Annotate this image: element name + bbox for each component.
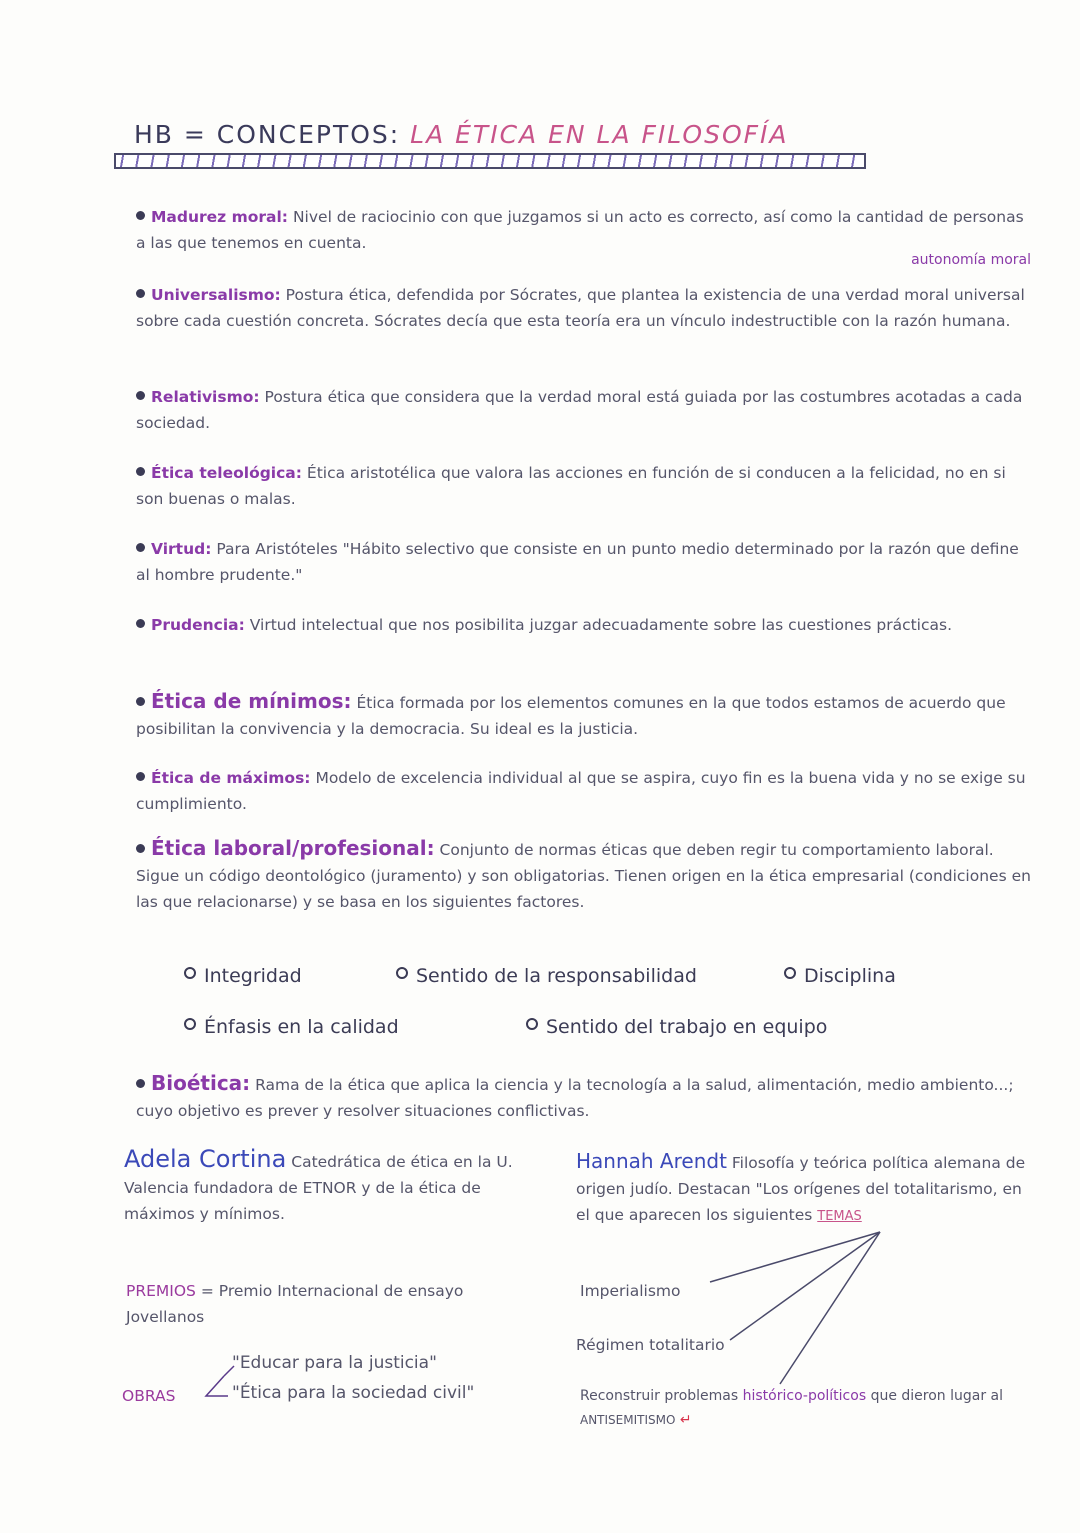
arrow-left-icon: ↵ <box>679 1412 692 1428</box>
entry-relativismo <box>136 384 1031 436</box>
circle-bullet-icon <box>784 967 796 979</box>
entry-definition: Rama de la ética que aplica la ciencia y la tecnología a la salud, alimentación, medio ambiento...; cuyo objetivo es prever y resolver situaciones conflictivas. <box>136 1076 1014 1120</box>
topic-item <box>576 1332 725 1358</box>
factor-item <box>184 1016 399 1038</box>
topic-item <box>580 1278 681 1304</box>
connector-line <box>710 1232 880 1282</box>
premios-text: = Premio Internacional de ensayo Jovellanos <box>126 1282 464 1326</box>
circle-bullet-icon <box>526 1018 538 1030</box>
circle-bullet-icon <box>184 967 196 979</box>
topic-label: Imperialismo <box>580 1282 681 1300</box>
topic-text: que dieron lugar al <box>870 1388 1004 1404</box>
entry-virtud <box>136 536 1031 588</box>
topic-text: Reconstruir problemas <box>580 1388 739 1404</box>
entry-note: autonomía moral <box>911 252 1031 268</box>
entry-etica-minimos <box>136 688 1031 742</box>
bullet-icon <box>136 467 145 476</box>
person-description: Catedrática de ética en la U. Valencia fundadora de ETNOR y de la ética de máximos y mínimos. <box>124 1153 513 1223</box>
arendt-last-topic <box>580 1384 1040 1432</box>
cortina-block <box>124 1146 554 1227</box>
entry-term: Ética teleológica: <box>151 464 302 482</box>
entry-term: Prudencia: <box>151 616 245 634</box>
entry-term: Madurez moral: <box>151 208 289 226</box>
entry-definition: Postura ética que considera que la verdad moral está guiada por las costumbres acotadas a cada sociedad. <box>136 388 1023 432</box>
bullet-icon <box>136 543 145 552</box>
bullet-icon <box>136 1079 145 1088</box>
bullet-icon <box>136 391 145 400</box>
circle-bullet-icon <box>184 1018 196 1030</box>
bullet-icon <box>136 619 145 628</box>
entry-prudencia <box>136 612 1031 638</box>
premios-block <box>126 1278 546 1330</box>
decorative-underline <box>114 153 866 169</box>
entry-term: Universalismo: <box>151 286 281 304</box>
topic-highlight: histórico-políticos <box>742 1388 867 1404</box>
connector-line <box>730 1232 880 1340</box>
bullet-icon <box>136 289 145 298</box>
person-name: Adela Cortina <box>124 1145 287 1173</box>
entry-definition: Ética formada por los elementos comunes en la que todos estamos de acuerdo que posibilitan la convivencia y la democracia. Su ideal es la justicia. <box>136 694 1006 738</box>
factor-item <box>784 965 896 987</box>
entry-etica-maximos <box>136 765 1031 817</box>
arendt-block <box>576 1148 1036 1230</box>
factor-label: Disciplina <box>804 965 896 987</box>
factor-item <box>396 965 697 987</box>
entry-etica-teleologica <box>136 460 1031 512</box>
page-title <box>134 120 789 149</box>
title-prefix: HB = CONCEPTOS: <box>134 120 401 149</box>
obras-label-text: OBRAS <box>122 1387 176 1405</box>
entry-bioetica <box>136 1070 1031 1124</box>
bullet-icon <box>136 844 145 853</box>
entry-definition: Conjunto de normas éticas que deben regir tu comportamiento laboral. Sigue un código deontológico (juramento) y son obligatorias. Tienen origen en la ética empresarial (condiciones en las que relacionarse) y se basa en los siguientes factores. <box>136 841 1031 911</box>
connector-line <box>780 1232 880 1384</box>
entry-term: Ética laboral/profesional: <box>151 836 435 860</box>
entry-term: Ética de mínimos: <box>151 689 352 713</box>
entry-term: Relativismo: <box>151 388 260 406</box>
entry-universalismo <box>136 282 1031 334</box>
obras-label <box>122 1383 175 1409</box>
obras-bracket <box>206 1376 228 1396</box>
entry-definition: Ética aristotélica que valora las acciones en función de si conducen a la felicidad, no en si son buenas o malas. <box>136 464 1006 508</box>
factor-label: Integridad <box>204 965 302 987</box>
temas-label: TEMAS <box>817 1209 862 1224</box>
title-main: LA ÉTICA EN LA FILOSOFÍA <box>410 120 789 149</box>
entry-term: Ética de máximos: <box>151 769 311 787</box>
obra-item <box>232 1350 437 1376</box>
obra-title: "Ética para la sociedad civil" <box>232 1383 475 1403</box>
entry-term: Bioética: <box>151 1071 251 1095</box>
entry-etica-laboral <box>136 835 1031 915</box>
circle-bullet-icon <box>396 967 408 979</box>
entry-definition: Postura ética, defendida por Sócrates, que plantea la existencia de una verdad moral universal sobre cada cuestión concreta. Sócrates decía que esta teoría era un vínculo indestructible con la razón humana. <box>136 286 1025 330</box>
entry-madurez-moral <box>136 204 1031 268</box>
entry-term: Virtud: <box>151 540 212 558</box>
obra-item <box>232 1380 474 1406</box>
entry-definition: Para Aristóteles "Hábito selectivo que consiste en un punto medio determinado por la razón que define al hombre prudente." <box>136 540 1019 584</box>
premios-label: PREMIOS <box>126 1282 196 1300</box>
obra-title: "Educar para la justicia" <box>232 1353 437 1373</box>
person-description: Filosofía y teórica política alemana de origen judío. Destacan "Los orígenes del totalitarismo, en el que aparecen los siguientes <box>576 1154 1026 1224</box>
bullet-icon <box>136 697 145 706</box>
factor-item <box>526 1016 827 1038</box>
entry-definition: Nivel de raciocinio con que juzgamos si un acto es correcto, así como la cantidad de personas a las que tenemos en cuenta. <box>136 208 1024 252</box>
topic-label: Régimen totalitario <box>576 1336 725 1354</box>
entry-definition: Modelo de excelencia individual al que se aspira, cuyo fin es la buena vida y no se exige su cumplimiento. <box>136 769 1026 813</box>
factor-label: Sentido de la responsabilidad <box>416 965 697 987</box>
factor-label: Sentido del trabajo en equipo <box>546 1016 828 1038</box>
topic-highlight: ANTISEMITISMO <box>580 1413 676 1427</box>
entry-definition: Virtud intelectual que nos posibilita juzgar adecuadamente sobre las cuestiones prácticas. <box>249 616 953 634</box>
factor-item <box>184 965 302 987</box>
person-name: Hannah Arendt <box>576 1149 727 1173</box>
bullet-icon <box>136 772 145 781</box>
factor-label: Énfasis en la calidad <box>204 1016 399 1038</box>
bullet-icon <box>136 211 145 220</box>
